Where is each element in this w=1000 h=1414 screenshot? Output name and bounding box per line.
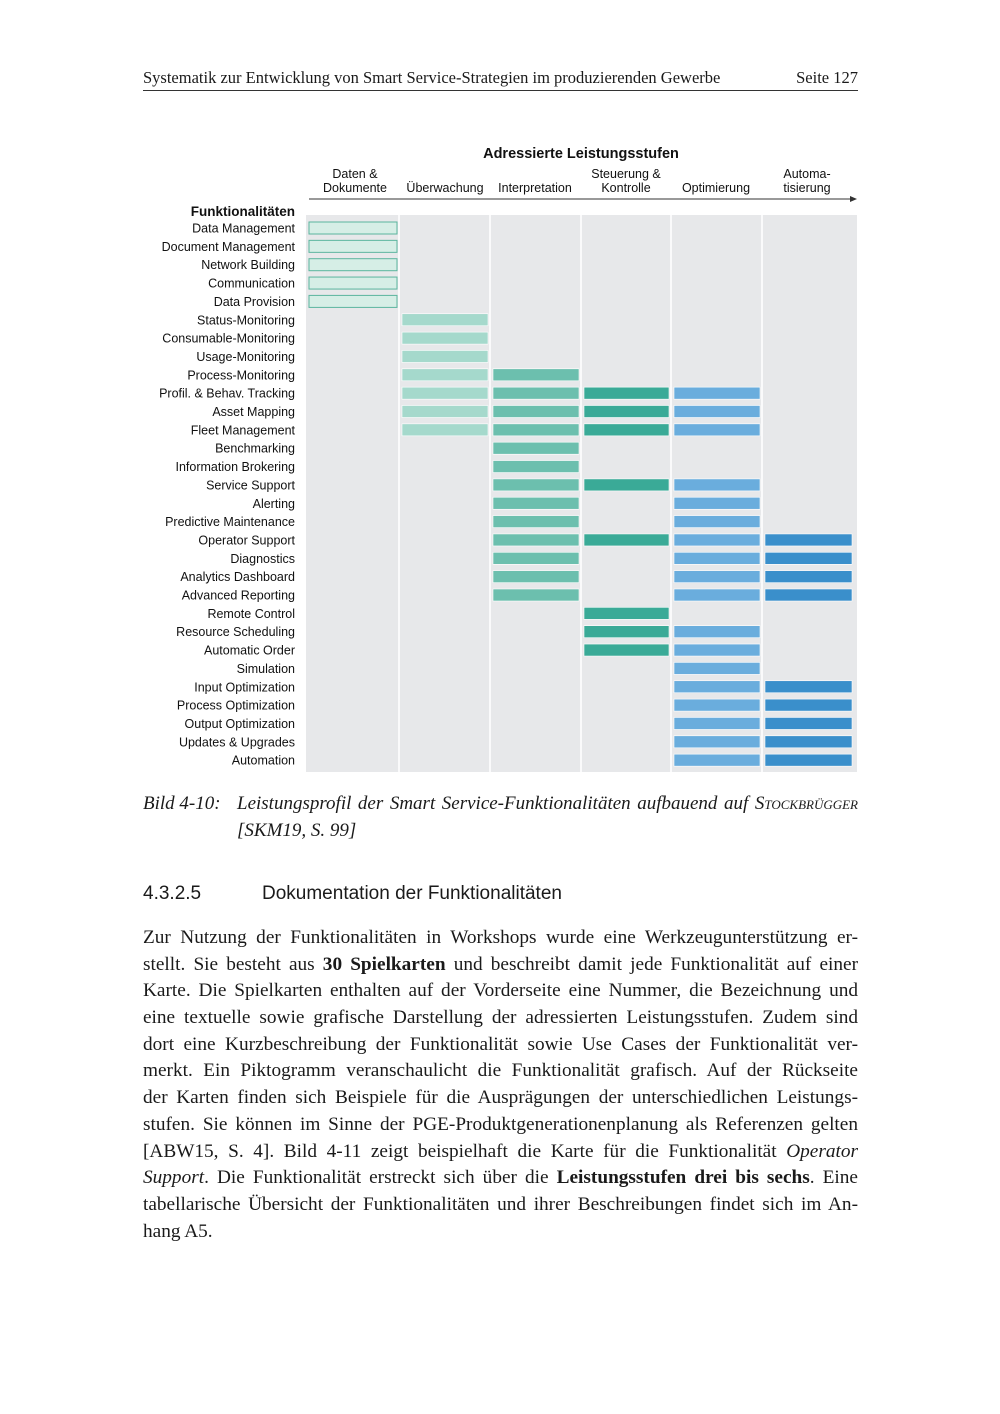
body-line bbox=[143, 1165, 858, 1192]
capability-bar bbox=[402, 369, 488, 381]
function-label: Advanced Reporting bbox=[181, 588, 295, 603]
italic-text: Operator bbox=[786, 1140, 858, 1162]
function-label: Process Optimization bbox=[176, 698, 295, 713]
text-run: [ABW15, S. 4]. Bild 4-11 zeigt beispielhaft die Karte für die Funktionalität bbox=[143, 1140, 787, 1162]
capability-bar bbox=[765, 681, 852, 693]
capability-bar bbox=[765, 534, 852, 546]
capability-bar bbox=[765, 589, 852, 601]
function-label: Profil. & Behav. Tracking bbox=[159, 386, 295, 401]
caption-label: Bild 4-10: bbox=[143, 793, 221, 814]
function-label: Diagnostics bbox=[230, 551, 295, 566]
text-run: dort eine Kurzbeschreibung der Funktionalität sowie Use Cases der Funktionalität ver- bbox=[143, 1033, 858, 1055]
function-label: Data Management bbox=[192, 221, 295, 236]
capability-bar bbox=[493, 387, 579, 399]
body-line bbox=[143, 1085, 858, 1112]
function-label: Automation bbox=[231, 753, 295, 768]
capability-bar bbox=[765, 571, 852, 583]
text-run: hang A5. bbox=[143, 1220, 213, 1242]
capability-bar bbox=[584, 534, 669, 546]
bold-text: 30 Spielkarten bbox=[322, 953, 446, 975]
capability-bar bbox=[584, 626, 669, 638]
capability-bar bbox=[493, 534, 579, 546]
capability-bar bbox=[402, 406, 488, 418]
stage-header-label: Dokumente bbox=[323, 181, 387, 195]
function-label: Communication bbox=[208, 276, 295, 291]
capability-bar bbox=[493, 571, 579, 583]
text-run: Karte. Die Spielkarten enthalten auf der Vorderseite eine Nummer, die Bezeichnung und bbox=[143, 980, 858, 1002]
capability-bar bbox=[674, 497, 760, 509]
text-run: merkt. Ein Piktogramm veranschaulicht die Funktionalität grafisch. Auf der Rückseite bbox=[143, 1060, 858, 1082]
text-run: . Eine bbox=[809, 1167, 858, 1189]
stage-header-label: Optimierung bbox=[681, 181, 751, 195]
capability-bar bbox=[765, 736, 852, 748]
stage-header-label: Interpretation bbox=[498, 181, 572, 195]
body-line bbox=[143, 1058, 858, 1085]
capability-bar bbox=[674, 516, 760, 528]
figure-title: Adressierte Leistungsstufen bbox=[483, 146, 679, 162]
capability-bar bbox=[402, 332, 488, 344]
function-label: Data Provision bbox=[213, 294, 295, 309]
capability-bar bbox=[765, 552, 852, 564]
capability-bar bbox=[674, 626, 760, 638]
capability-bar bbox=[402, 314, 488, 326]
capability-bar bbox=[309, 295, 397, 307]
body-line bbox=[143, 1219, 858, 1246]
capability-bar bbox=[309, 259, 397, 271]
capability-bar bbox=[674, 681, 760, 693]
capability-bar bbox=[674, 387, 760, 399]
capability-bar bbox=[584, 644, 669, 656]
capability-bar bbox=[674, 736, 760, 748]
body-line bbox=[143, 1192, 858, 1219]
function-label: Service Support bbox=[206, 478, 295, 493]
body-line bbox=[143, 952, 858, 979]
capability-bar bbox=[493, 479, 579, 491]
body-paragraph bbox=[143, 925, 858, 1245]
capability-bar bbox=[309, 277, 397, 289]
function-label: Alerting bbox=[252, 496, 295, 511]
capability-bar bbox=[493, 442, 579, 454]
caption-text bbox=[237, 790, 858, 844]
stage-header-label: Kontrolle bbox=[601, 181, 651, 195]
function-label: Input Optimization bbox=[194, 680, 295, 695]
capability-bar bbox=[674, 424, 760, 436]
capability-bar bbox=[493, 552, 579, 564]
function-label: Usage-Monitoring bbox=[196, 349, 295, 364]
stage-header-label: Automa- bbox=[783, 167, 831, 181]
caption-author: Stockbrügger bbox=[754, 793, 858, 814]
capability-bar bbox=[584, 607, 669, 619]
capability-bar bbox=[674, 589, 760, 601]
page-number: Seite 127 bbox=[796, 68, 858, 87]
text-run: tabellarische Übersicht der Funktionalitäten und ihrer Beschreibungen findet sich im An- bbox=[143, 1193, 858, 1215]
capability-bar bbox=[584, 406, 669, 418]
text-run: und beschreibt damit jede Funktionalität auf einer bbox=[445, 953, 858, 975]
function-label: Information Brokering bbox=[175, 460, 295, 475]
capability-bar bbox=[493, 589, 579, 601]
capability-bar bbox=[402, 424, 488, 436]
function-label: Process-Monitoring bbox=[187, 368, 295, 383]
function-label: Resource Scheduling bbox=[176, 625, 295, 640]
body-line bbox=[143, 978, 858, 1005]
function-label: Simulation bbox=[236, 661, 295, 676]
stage-header-label: Überwachung bbox=[406, 181, 484, 195]
function-label: Analytics Dashboard bbox=[180, 570, 295, 585]
text-run: Zur Nutzung der Funktionalitäten in Workshops wurde eine Werkzeugunterstützung er- bbox=[143, 927, 858, 948]
function-label: Operator Support bbox=[198, 533, 295, 548]
capability-bar bbox=[493, 369, 579, 381]
function-label: Consumable-Monitoring bbox=[162, 331, 295, 346]
capability-bar bbox=[674, 479, 760, 491]
text-run: der Karten finden sich Beispiele für die Ausprägungen der unterschiedlichen Leistungs- bbox=[143, 1087, 858, 1109]
capability-bar bbox=[674, 754, 760, 766]
function-label: Document Management bbox=[161, 239, 295, 254]
capability-bar bbox=[674, 534, 760, 546]
capability-bar bbox=[674, 717, 760, 729]
capability-bar bbox=[674, 406, 760, 418]
functions-column-header: Funktionalitäten bbox=[190, 204, 295, 219]
capability-bar bbox=[309, 240, 397, 252]
capability-bar bbox=[584, 387, 669, 399]
capability-bar bbox=[674, 644, 760, 656]
capability-bar bbox=[674, 571, 760, 583]
capability-bar bbox=[493, 516, 579, 528]
capability-bar bbox=[584, 424, 669, 436]
stage-axis-arrowhead bbox=[850, 196, 857, 202]
text-run: . Die Funktionalität erstreckt sich über die bbox=[204, 1167, 557, 1189]
capability-bar bbox=[765, 754, 852, 766]
function-label: Benchmarking bbox=[215, 441, 295, 456]
body-line bbox=[143, 1139, 858, 1166]
bold-text: Leistungsstufen drei bis sechs bbox=[556, 1167, 810, 1189]
function-label: Network Building bbox=[201, 258, 295, 273]
function-label: Automatic Order bbox=[203, 643, 295, 658]
function-label: Updates & Upgrades bbox=[178, 735, 295, 750]
capability-bar bbox=[493, 424, 579, 436]
capability-bar bbox=[493, 406, 579, 418]
text-run: stufen. Sie können im Sinne der PGE-Produktgenerationenplanung als Referenzen gelten bbox=[143, 1113, 858, 1135]
function-label: Fleet Management bbox=[190, 423, 295, 438]
stage-header-label: tisierung bbox=[783, 181, 831, 195]
caption-main: Leistungsprofil der Smart Service-Funktionalitäten aufbauend auf bbox=[237, 793, 749, 814]
stage-header-label: Daten & bbox=[332, 167, 378, 181]
function-label: Remote Control bbox=[207, 606, 295, 621]
text-run: eine textuelle sowie grafische Darstellung der adressierten Leistungsstufen. Zudem sind bbox=[143, 1007, 858, 1029]
capability-bar bbox=[674, 662, 760, 674]
body-line bbox=[143, 1032, 858, 1059]
caption-reference: [SKM19, S. 99] bbox=[237, 820, 357, 841]
capability-bar bbox=[584, 479, 669, 491]
body-line bbox=[143, 1005, 858, 1032]
capability-bar bbox=[674, 552, 760, 564]
section-title: Dokumentation der Funktionalitäten bbox=[262, 883, 562, 904]
capability-bar bbox=[402, 350, 488, 362]
capability-bar bbox=[674, 699, 760, 711]
body-line bbox=[143, 1112, 858, 1139]
body-line bbox=[143, 925, 858, 952]
capability-bar bbox=[765, 699, 852, 711]
function-label: Status-Monitoring bbox=[197, 313, 295, 328]
capability-bar bbox=[493, 461, 579, 473]
capability-bar bbox=[765, 717, 852, 729]
italic-text: Support bbox=[143, 1167, 205, 1189]
capability-bar bbox=[493, 497, 579, 509]
text-run: stellt. Sie besteht aus bbox=[143, 953, 323, 975]
capability-bar bbox=[309, 222, 397, 234]
function-label: Predictive Maintenance bbox=[165, 515, 295, 530]
capability-bar bbox=[402, 387, 488, 399]
function-label: Output Optimization bbox=[184, 716, 295, 731]
section-number: 4.3.2.5 bbox=[143, 883, 202, 904]
stage-header-label: Steuerung & bbox=[591, 167, 661, 181]
function-label: Asset Mapping bbox=[212, 405, 295, 419]
running-header-title: Systematik zur Entwicklung von Smart Service-Strategien im produzierenden Gewerbe bbox=[143, 68, 721, 87]
